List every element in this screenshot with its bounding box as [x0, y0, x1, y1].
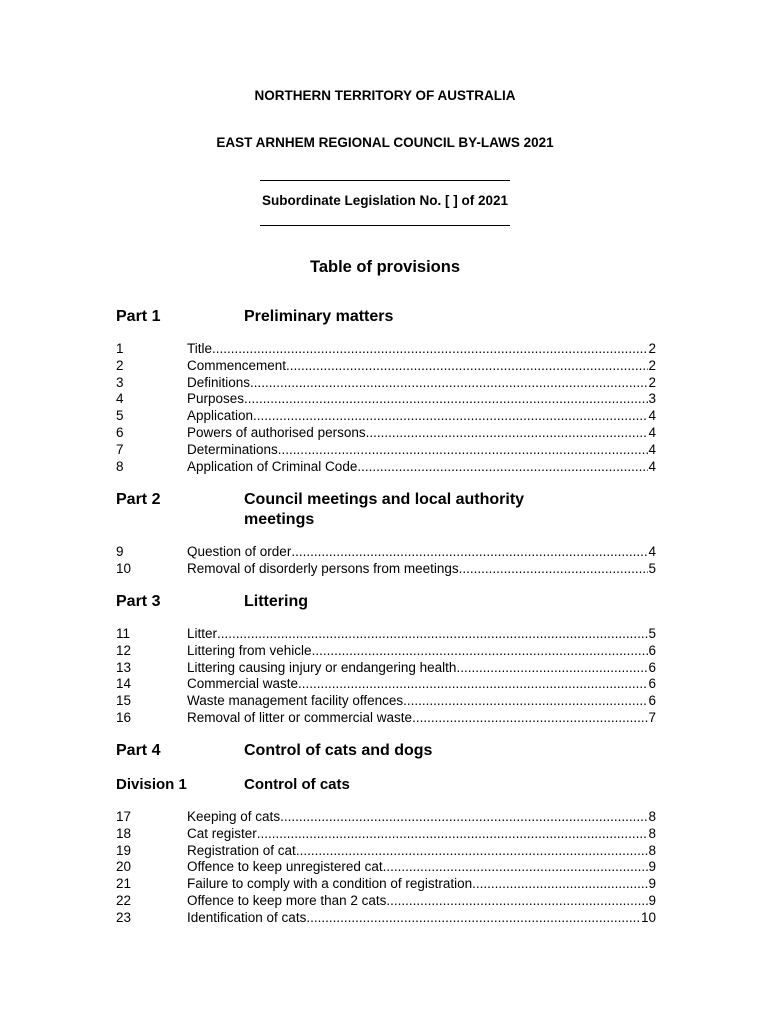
- page-number: 2: [648, 341, 656, 356]
- dot-leader: [459, 561, 649, 578]
- page-number: 8: [648, 825, 656, 841]
- section-number: 23: [116, 909, 132, 925]
- page-number: 5: [648, 560, 656, 576]
- toc-entry[interactable]: [116, 826, 656, 843]
- part-title: Council meetings and local authority meetings: [244, 491, 525, 528]
- division-title: Control of cats: [244, 776, 350, 793]
- section-number: 9: [116, 544, 124, 559]
- dot-leader: [298, 676, 648, 693]
- toc-entry[interactable]: [116, 544, 656, 561]
- section-title: Determinations: [187, 441, 278, 457]
- dot-leader: [250, 375, 648, 392]
- toc-entry[interactable]: [116, 626, 656, 643]
- section-title: Purposes: [187, 391, 245, 407]
- section-number: 10: [116, 560, 132, 576]
- dot-leader: [403, 693, 648, 710]
- part-title: Littering: [244, 593, 308, 610]
- section-title: Cat register: [187, 825, 257, 841]
- section-number: 8: [116, 458, 124, 474]
- toc-entry[interactable]: [116, 408, 656, 425]
- section-title: Failure to comply with a condition of registration: [187, 876, 473, 892]
- page-number: 4: [648, 544, 656, 559]
- page-number: 6: [648, 693, 656, 709]
- page-number: 9: [648, 859, 656, 875]
- page-number: 7: [648, 709, 656, 725]
- toc-entry-list: [116, 544, 656, 578]
- dot-leader: [286, 358, 648, 375]
- toc-entry-list: [116, 341, 656, 475]
- dot-leader: [291, 544, 648, 561]
- section-title: Registration of cat: [187, 842, 296, 858]
- section-title: Title: [187, 341, 213, 356]
- part-number: Part 4: [116, 742, 161, 759]
- page-number: 6: [648, 676, 656, 692]
- dot-leader: [306, 910, 641, 927]
- page-number: 5: [648, 626, 656, 641]
- section-number: 1: [116, 341, 124, 356]
- toc-entry[interactable]: [116, 660, 656, 677]
- section-number: 11: [116, 626, 131, 641]
- dot-leader: [212, 341, 648, 358]
- toc-entry-list: [116, 809, 656, 927]
- section-number: 19: [116, 842, 132, 858]
- toc-entry[interactable]: [116, 459, 656, 476]
- page-number: 2: [648, 357, 656, 373]
- page-number: 4: [648, 441, 656, 457]
- toc-entry[interactable]: [116, 710, 656, 727]
- page-number: 3: [648, 391, 656, 407]
- section-number: 21: [116, 876, 132, 892]
- toc-entry[interactable]: [116, 809, 656, 826]
- part-title: Preliminary matters: [244, 308, 394, 325]
- dot-leader: [312, 643, 649, 660]
- section-number: 20: [116, 859, 132, 875]
- toc-entry[interactable]: [116, 425, 656, 442]
- part-number: Part 2: [116, 491, 161, 508]
- page-number: 10: [640, 909, 656, 925]
- jurisdiction-heading: NORTHERN TERRITORY OF AUSTRALIA: [254, 88, 516, 103]
- toc-entry[interactable]: [116, 676, 656, 693]
- section-title: Application of Criminal Code: [187, 458, 358, 474]
- dot-leader: [383, 859, 649, 876]
- dot-leader: [357, 459, 648, 476]
- section-number: 16: [116, 709, 132, 725]
- toc-entry[interactable]: [116, 859, 656, 876]
- page-number: 8: [648, 809, 656, 824]
- section-title: Question of order: [187, 544, 292, 559]
- section-number: 22: [116, 892, 132, 908]
- page-number: 4: [648, 424, 656, 440]
- section-title: Application: [187, 408, 254, 424]
- section-number: 7: [116, 441, 124, 457]
- toc-entry[interactable]: [116, 442, 656, 459]
- toc-entry[interactable]: [116, 910, 656, 927]
- section-title: Litter: [187, 626, 218, 641]
- dot-leader: [217, 626, 648, 643]
- section-title: Littering from vehicle: [187, 642, 312, 658]
- section-number: 3: [116, 374, 124, 390]
- toc-entry[interactable]: [116, 643, 656, 660]
- dot-leader: [278, 442, 649, 459]
- section-title: Definitions: [187, 374, 251, 390]
- dot-leader: [257, 826, 649, 843]
- section-number: 13: [116, 659, 132, 675]
- page-number: 4: [648, 408, 656, 424]
- toc-entry[interactable]: [116, 843, 656, 860]
- bylaws-title: EAST ARNHEM REGIONAL COUNCIL BY-LAWS 2021: [216, 135, 554, 150]
- dot-leader: [472, 876, 648, 893]
- page-number: 6: [648, 659, 656, 675]
- subordinate-legislation-number: Subordinate Legislation No. [ ] of 2021: [261, 193, 509, 208]
- page-number: 9: [648, 892, 656, 908]
- dot-leader: [296, 843, 649, 860]
- toc-entry[interactable]: [116, 375, 656, 392]
- dot-leader: [366, 425, 649, 442]
- section-title: Removal of disorderly persons from meetings: [187, 560, 459, 576]
- toc-heading: Table of provisions: [309, 258, 461, 276]
- part-number: Part 3: [116, 593, 161, 610]
- section-number: 4: [116, 391, 124, 407]
- section-title: Powers of authorised persons: [187, 424, 366, 440]
- divider-line-top: [260, 180, 510, 181]
- dot-leader: [386, 893, 648, 910]
- section-title: Littering causing injury or endangering health: [187, 659, 457, 675]
- toc-entry[interactable]: [116, 561, 656, 578]
- dot-leader: [253, 408, 648, 425]
- toc-entry[interactable]: [116, 876, 656, 893]
- toc-entry[interactable]: [116, 358, 656, 375]
- toc-entry[interactable]: [116, 391, 656, 408]
- toc-entry[interactable]: [116, 341, 656, 358]
- section-title: Keeping of cats: [187, 809, 281, 824]
- section-title: Identification of cats: [187, 909, 307, 925]
- section-title: Removal of litter or commercial waste: [187, 709, 413, 725]
- section-number: 6: [116, 424, 124, 440]
- page-number: 8: [648, 842, 656, 858]
- page-number: 2: [648, 374, 656, 390]
- section-number: 2: [116, 357, 124, 373]
- dot-leader: [244, 391, 648, 408]
- page-number: 9: [648, 876, 656, 892]
- section-title: Offence to keep more than 2 cats: [187, 892, 387, 908]
- division-number: Division 1: [116, 776, 187, 793]
- toc-entry[interactable]: [116, 693, 656, 710]
- toc-entry[interactable]: [116, 893, 656, 910]
- section-number: 15: [116, 693, 132, 709]
- section-title: Commencement: [187, 357, 287, 373]
- section-title: Waste management facility offences: [187, 693, 404, 709]
- dot-leader: [280, 809, 648, 826]
- part-title: Control of cats and dogs: [244, 742, 433, 759]
- section-number: 12: [116, 642, 132, 658]
- dot-leader: [412, 710, 648, 727]
- section-title: Commercial waste: [187, 676, 299, 692]
- section-number: 17: [116, 809, 132, 824]
- section-number: 18: [116, 825, 132, 841]
- page-number: 6: [648, 642, 656, 658]
- part-number: Part 1: [116, 308, 161, 325]
- divider-line-bottom: [260, 225, 510, 226]
- page-number: 4: [648, 458, 656, 474]
- dot-leader: [456, 660, 648, 677]
- section-title: Offence to keep unregistered cat: [187, 859, 383, 875]
- section-number: 14: [116, 676, 132, 692]
- section-number: 5: [116, 408, 124, 424]
- toc-entry-list: [116, 626, 656, 727]
